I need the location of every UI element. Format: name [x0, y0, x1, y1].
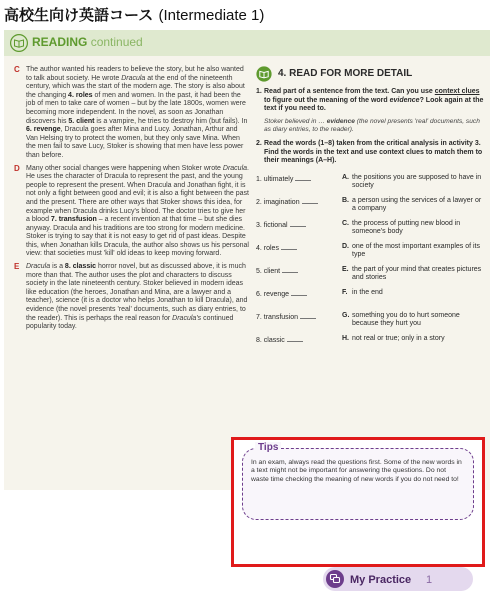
tips-box — [242, 442, 474, 520]
match-term — [256, 335, 303, 345]
reading-text-column — [12, 66, 250, 486]
highlight-frame — [231, 437, 485, 567]
answer-blank[interactable] — [295, 174, 311, 181]
activity-4-heading — [256, 66, 484, 84]
paragraph-text: at the end of the nineteenth century, which was the start of the modern age. The story is also about the changing — [26, 74, 245, 99]
definition-text: one of the most important examples of its type — [352, 242, 481, 259]
reading-label: READING — [32, 35, 88, 49]
match-term — [256, 312, 316, 322]
example-text-a: Stoker believed in … — [264, 117, 327, 125]
paragraph-text: of men and women. In the past, it had been the job of men to take care of women – but by the late 1800s, women were becoming more independent. In the novel, as soon as Jonathan discovers his — [26, 91, 246, 125]
paragraph-text: Dracula — [222, 164, 248, 172]
vocab-word: 7. transfusion — [50, 216, 97, 224]
reading-title — [32, 35, 143, 49]
answer-blank[interactable] — [281, 243, 297, 250]
match-term-text: 8. classic — [256, 336, 285, 344]
paragraph-text: . He uses the character of Dracula to represent the past, and the young people to represent the present. When Dracula and Jonathan fight, it is not only a fight between good and evil; it is also a fight between the past and the present. There are other ways that Stoker shows this idea, for example when Dracula drinks Lucy's blood. The doctor tries to give her a blood — [26, 164, 249, 224]
textbook-page — [4, 30, 490, 490]
question-1-text-b: to figure out the meaning of the word — [264, 96, 390, 104]
practice-icon-shape — [334, 578, 340, 583]
match-row — [256, 220, 484, 243]
match-term-text: 4. roles — [256, 244, 279, 252]
match-definition — [342, 174, 482, 191]
activity-title: READ FOR MORE DETAIL — [289, 68, 413, 79]
match-row — [256, 312, 484, 335]
activity-column — [256, 66, 484, 486]
paragraph-text: horror novel, but as discussed above, it is much more than that. The author uses the plot and characters to discuss society in the late nineteenth century. Stoker believed in modern ideas like education (the heroes, Jonathan and Mina, are a lawyer and a teacher), science (it is a doctor who helps Jonathan to kill Dracula), and evidence (the novel presents 'real' documents, such as diary entries, to the reader). This is perhaps the real reason for — [26, 263, 248, 322]
question-2 — [256, 140, 484, 166]
practice-number: 1 — [426, 574, 433, 586]
page-title-course: (Intermediate 1) — [158, 7, 265, 24]
paragraph-letter: C — [14, 65, 20, 74]
match-row — [256, 197, 484, 220]
definition-letter: B. — [342, 196, 349, 204]
definition-text: something you do to hurt someone because they hurt you — [352, 311, 460, 328]
match-definition — [342, 266, 482, 283]
paragraph-text: is a — [50, 263, 65, 271]
page-title-japanese: 高校生向け英語コース — [4, 6, 154, 24]
definition-text: the process of putting new blood in someone's body — [352, 219, 461, 236]
question-1 — [256, 88, 484, 114]
definition-letter: D. — [342, 242, 349, 250]
paragraph-text: is a vampire, he tries to destroy him (but fails). In — [94, 117, 248, 125]
answer-blank[interactable] — [302, 197, 318, 204]
question-number: 1. — [256, 88, 262, 95]
match-term-text: 6. revenge — [256, 290, 290, 298]
definition-letter: H. — [342, 334, 349, 342]
match-term-text: 7. transfusion — [256, 313, 299, 321]
context-clues-term: context clues — [434, 88, 480, 95]
answer-blank[interactable] — [282, 266, 298, 273]
answer-blank[interactable] — [300, 312, 316, 319]
match-term — [256, 174, 311, 184]
match-term — [256, 220, 306, 230]
paragraph-text: continued popularity today. — [26, 314, 234, 331]
paragraph-text: , Dracula goes after Mina and Lucy. Jonathan, Arthur and Van Helsing try to protect the women, but they only save Mina. When the men fail to save Lucy, Stoker is showing that men have less power than before. — [26, 126, 244, 159]
example-keyword: evidence — [326, 117, 355, 125]
paragraph-text: The author wanted his readers to believe the story, but he also wanted to talk about society. He wrote — [26, 66, 244, 82]
match-definition — [342, 312, 482, 329]
definition-text: a person using the services of a lawyer or a company — [352, 196, 482, 213]
paragraph-letter: D — [14, 163, 20, 173]
match-term — [256, 243, 297, 253]
tips-text: In an exam, always read the questions first. Some of the new words in a text might not be important for answering the questions. Do not waste time checking the meaning of new words if you do not need to! — [251, 459, 462, 483]
matching-list — [256, 174, 484, 358]
definition-text: not real or true; only in a story — [352, 334, 445, 342]
definition-letter: A. — [342, 173, 349, 181]
definition-letter: F. — [342, 288, 348, 296]
tips-label: Tips — [255, 442, 281, 453]
match-term — [256, 266, 298, 276]
question-2-text: Read the words (1–8) taken from the critical analysis in activity 3. Find the words in the text and use context clues to match them to their meanings (A–H). — [264, 140, 483, 165]
example-text-c: (the novel presents 'real' documents, such as diary entries, to the reader). — [264, 117, 480, 133]
definition-letter: C. — [342, 219, 349, 227]
paragraph-letter: E — [14, 262, 20, 272]
paragraph-text: Dracula — [121, 74, 146, 82]
match-term-text: 3. fictional — [256, 221, 288, 229]
answer-blank[interactable] — [290, 220, 306, 227]
answer-blank[interactable] — [287, 335, 303, 342]
definition-text: the positions you are supposed to have in society — [352, 173, 482, 190]
match-definition — [342, 243, 482, 260]
reading-continued: continued — [90, 35, 143, 49]
match-definition — [342, 289, 482, 297]
match-term-text: 1. ultimately — [256, 175, 294, 183]
activity-4-title — [278, 68, 412, 79]
question-1-text-c: ? Look again at the text if you need to. — [264, 96, 484, 113]
question-number: 2. — [256, 140, 262, 148]
definition-text: in the end — [352, 288, 383, 296]
reading-section-header — [4, 30, 490, 56]
reading-paragraph — [12, 66, 250, 161]
definition-text: the part of your mind that creates pictures and stories — [352, 265, 482, 282]
my-practice-button[interactable] — [323, 567, 473, 591]
book-icon — [256, 66, 272, 82]
vocab-word: 6. revenge — [26, 126, 61, 134]
reading-paragraph — [12, 165, 250, 260]
match-row — [256, 289, 484, 312]
match-row — [256, 266, 484, 289]
match-definition — [342, 197, 482, 214]
paragraph-text: Dracula — [26, 263, 51, 271]
evidence-term: evidence — [389, 96, 420, 104]
match-row — [256, 174, 484, 197]
definition-letter: G. — [342, 311, 350, 319]
paragraph-text: Dracula's — [172, 314, 202, 322]
match-definition — [342, 220, 482, 237]
question-1-example — [256, 118, 484, 134]
activity-number: 4. — [278, 68, 287, 79]
paragraph-text: – a recent invention at that time – but she dies anyway. Dracula and his traditions are too strong for modern medicine. Stoker is trying to say that it is not easy to get rid of past ideas. Despite this, when Jonathan kills Dracula, the author also shows us his personal view: that societies must 'kill' old ideas to keep moving forward. — [26, 216, 249, 258]
vocab-word: 5. client — [68, 117, 95, 125]
page-title — [4, 4, 489, 26]
vocab-word: 4. roles — [68, 91, 93, 99]
practice-label: My Practice — [350, 574, 412, 586]
match-term-text: 5. client — [256, 267, 281, 275]
match-term-text: 2. imagination — [256, 198, 300, 206]
paragraph-text: Many other social changes were happening when Stoker wrote — [26, 164, 223, 172]
match-term — [256, 197, 318, 207]
book-icon — [10, 34, 28, 52]
question-1-text-a: Read part of a sentence from the text. Can you use — [264, 88, 435, 95]
reading-paragraph — [12, 263, 250, 332]
definition-letter: E. — [342, 265, 349, 273]
match-row — [256, 335, 484, 358]
answer-blank[interactable] — [291, 289, 307, 296]
match-row — [256, 243, 484, 266]
match-term — [256, 289, 307, 299]
match-definition — [342, 335, 482, 343]
vocab-word: 8. classic — [64, 263, 97, 271]
